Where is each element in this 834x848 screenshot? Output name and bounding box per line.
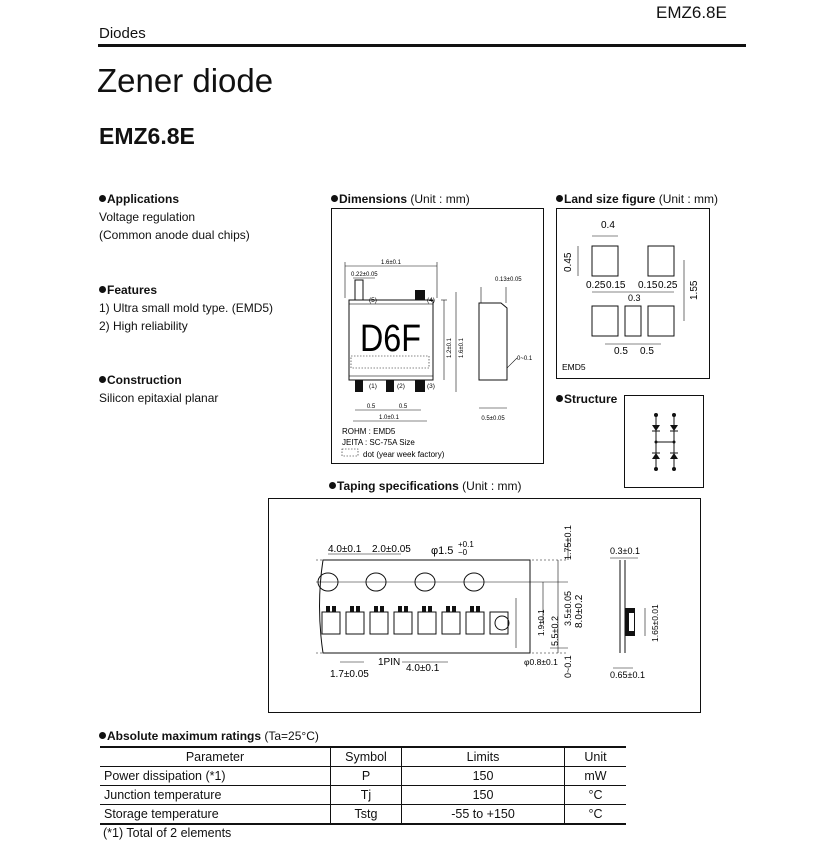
dim-note-dot: dot (year week factory) (363, 450, 445, 459)
dim-note-rohm: ROHM : EMD5 (342, 427, 396, 436)
bullet-icon (556, 195, 563, 202)
tape-a0: 5.5±0.2 (550, 616, 560, 646)
applications-text (99, 208, 250, 244)
tape-t: 0.3±0.1 (610, 546, 640, 556)
tape-w: 8.0±0.2 (574, 594, 585, 628)
column-header: Parameter (100, 747, 331, 767)
tape-t-lo: 0~0.1 (563, 655, 573, 678)
tape-p2: 2.0±0.05 (372, 544, 411, 555)
dim-thick-top: 0.13±0.05 (495, 277, 522, 283)
table-row (100, 786, 626, 805)
table-cell: Tstg (331, 805, 402, 825)
dim-pin5: (5) (369, 297, 377, 304)
dim-pin4: (4) (427, 297, 435, 304)
tape-d1: φ0.8±0.1 (524, 657, 558, 667)
header-rule (98, 44, 746, 47)
dim-width-bottom: 1.0±0.1 (379, 415, 399, 421)
tape-p1: 4.0±0.1 (406, 663, 440, 674)
table-cell: Junction temperature (100, 786, 331, 805)
dim-height-outer: 1.6±0.1 (459, 338, 465, 358)
bullet-icon (99, 286, 106, 293)
column-header: Limits (402, 747, 565, 767)
tape-k: 1.7±0.05 (330, 669, 369, 680)
table-cell: 150 (402, 767, 565, 786)
land-size-heading: Land size figure (Unit : mm) (556, 192, 718, 206)
land-p2: 0.5 (640, 346, 654, 357)
table-cell: P (331, 767, 402, 786)
column-header: Unit (565, 747, 627, 767)
dim-pitch2: 0.5 (398, 404, 408, 410)
column-header: Symbol (331, 747, 402, 767)
construction-text (99, 389, 218, 407)
bullet-icon (99, 732, 106, 739)
taping-heading: Taping specifications (Unit : mm) (329, 479, 521, 493)
table-row (100, 805, 626, 825)
header-part-number: EMZ6.8E (656, 3, 727, 22)
table-cell: 150 (402, 786, 565, 805)
tape-d0: φ1.5 (431, 545, 454, 557)
table-cell: -55 to +150 (402, 805, 565, 825)
ratings-footnote: (*1) Total of 2 elements (103, 826, 232, 840)
land-size-drawing (556, 208, 710, 379)
land-g5: 0.25 (658, 280, 678, 291)
tape-b0: 1.9±0.1 (537, 609, 546, 636)
dim-pitch1: 0.5 (366, 404, 376, 410)
ratings-heading: Absolute maximum ratings (Ta=25°C) (99, 729, 319, 743)
taping-drawing (268, 498, 701, 713)
land-p1: 0.5 (614, 346, 628, 357)
table-cell: mW (565, 767, 627, 786)
land-g2: 0.15 (606, 280, 626, 291)
dimensions-drawing (331, 208, 544, 464)
bullet-icon (556, 395, 563, 402)
tape-d0-tol-dn: −0 (458, 548, 468, 557)
table-cell: °C (565, 805, 627, 825)
tape-d0-tol-up: +0.1 (458, 540, 474, 549)
features-heading: Features (99, 283, 157, 297)
tape-p0: 4.0±0.1 (328, 544, 362, 555)
land-g4: 0.15 (638, 280, 658, 291)
structure-drawing (624, 395, 704, 488)
table-cell: °C (565, 786, 627, 805)
applications-heading: Applications (99, 192, 179, 206)
land-pkg: EMD5 (562, 362, 586, 372)
features-line: 1) Ultra small mold type. (EMD5) (99, 301, 274, 315)
land-g1: 0.25 (586, 280, 606, 291)
land-h: 0.45 (563, 252, 574, 272)
header-category: Diodes (99, 25, 146, 42)
bullet-icon (329, 482, 336, 489)
dim-pin1: (1) (369, 383, 377, 390)
dim-pin3: (3) (427, 383, 435, 390)
table-cell: Storage temperature (100, 805, 331, 825)
dim-pin2: (2) (397, 383, 405, 390)
tape-pin: 1PIN (378, 657, 401, 668)
package-marking: D6F (360, 317, 421, 360)
dim-standoff: 0~0.1 (517, 356, 533, 362)
dim-lead-width: 0.22±0.05 (351, 272, 378, 278)
land-g3: 0.3 (628, 293, 641, 303)
tape-a1: 0.65±0.1 (610, 670, 645, 680)
bullet-icon (331, 195, 338, 202)
page-title: Zener diode (97, 62, 274, 99)
features-text (99, 299, 273, 335)
applications-line: (Common anode dual chips) (99, 228, 250, 242)
tape-e: 1.75±0.1 (563, 525, 573, 560)
applications-line: Voltage regulation (99, 210, 196, 224)
ratings-table (100, 746, 626, 825)
dim-note-jeita: JEITA : SC-75A Size (342, 438, 415, 447)
construction-heading: Construction (99, 373, 182, 387)
features-line: 2) High reliability (99, 319, 188, 333)
part-number-heading: EMZ6.8E (99, 123, 195, 149)
table-row (100, 767, 626, 786)
construction-line: Silicon epitaxial planar (99, 391, 219, 405)
land-w: 0.4 (601, 220, 615, 231)
table-header-row (100, 747, 626, 767)
tape-f: 3.5±0.05 (563, 591, 573, 626)
dim-thick-bottom: 0.5±0.05 (481, 416, 505, 422)
dimensions-heading: Dimensions (Unit : mm) (331, 192, 470, 206)
structure-heading: Structure (556, 392, 617, 406)
dim-height-inner: 1.2±0.1 (447, 338, 453, 358)
dim-width-top: 1.6±0.1 (381, 260, 401, 266)
table-cell: Tj (331, 786, 402, 805)
land-total: 1.55 (689, 280, 700, 300)
bullet-icon (99, 376, 106, 383)
table-cell: Power dissipation (*1) (100, 767, 331, 786)
bullet-icon (99, 195, 106, 202)
tape-k0: 1.65±0.01 (650, 604, 660, 642)
